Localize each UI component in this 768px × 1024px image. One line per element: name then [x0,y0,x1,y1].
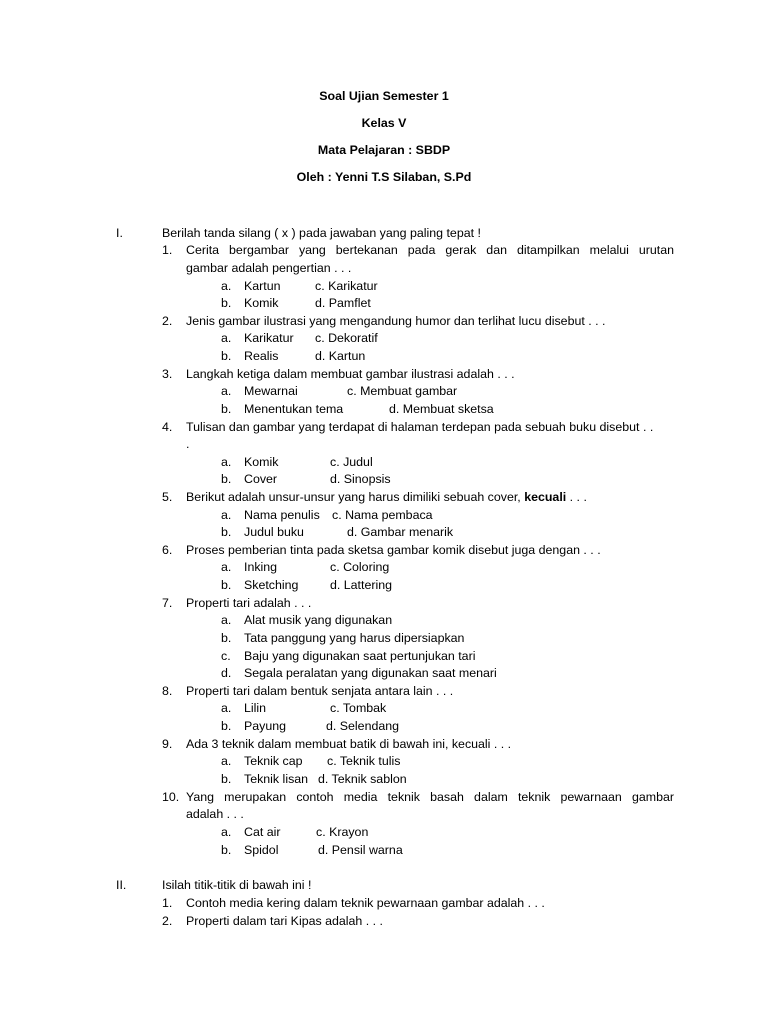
option-text: Kartun [244,279,281,293]
option-letter: b. [221,472,232,486]
question-text: Jenis gambar ilustrasi yang mengandung humor dan terlihat lucu disebut . . . [186,314,606,328]
question-text: Langkah ketiga dalam membuat gambar ilustrasi adalah . . . [186,367,515,381]
question-number: 9. [162,737,173,751]
question-number: 1. [162,896,173,910]
option-text: d. Lattering [330,578,392,592]
option-letter: b. [221,631,232,645]
question-text: Cerita bergambar yang bertekanan pada gerak dan ditampilkan melalui urutan [186,243,674,257]
question-text: Properti dalam tari Kipas adalah . . . [186,914,383,928]
section-1-instruction: Berilah tanda silang ( x ) pada jawaban yang paling tepat ! [162,226,481,240]
option-text: Spidol [244,843,279,857]
option-text: c. Tombak [330,701,387,715]
question-number: 6. [162,543,173,557]
section-2-instruction: Isilah titik-titik di bawah ini ! [162,878,312,892]
subject-label: Mata Pelajaran : SBDP [317,143,451,157]
question-number: 4. [162,420,173,434]
option-text: Menentukan tema [244,402,344,416]
option-text: d. Kartun [315,349,366,363]
option-text: Komik [244,296,279,310]
section-1-numeral: I. [116,226,123,240]
option-letter: a. [221,279,232,293]
option-text: Sketching [244,578,299,592]
option-letter: a. [221,384,232,398]
question-text: Properti tari dalam bentuk senjata antara lain . . . [186,684,454,698]
option-text: Tata panggung yang harus dipersiapkan [244,631,465,645]
option-text: Cover [244,472,278,486]
question-text-cont: . [186,437,190,451]
option-text: c. Teknik tulis [327,754,401,768]
question-text: Ada 3 teknik dalam membuat batik di bawah ini, kecuali . . . [186,737,512,751]
option-letter: d. [221,666,232,680]
question-number: 8. [162,684,173,698]
option-text: Cat air [244,825,281,839]
option-text: Teknik lisan [244,772,309,786]
option-letter: b. [221,296,232,310]
option-text: c. Karikatur [315,279,378,293]
question-text-cont: adalah . . . [186,807,244,821]
question-number: 2. [162,314,173,328]
section-2-numeral: II. [116,878,127,892]
option-letter: c. [221,649,231,663]
option-letter: b. [221,402,232,416]
option-text: Nama penulis [244,508,320,522]
question-text: Contoh media kering dalam teknik pewarnaan gambar adalah . . . [186,896,545,910]
option-letter: a. [221,508,232,522]
class-label: Kelas V [361,116,407,130]
option-text: Komik [244,455,279,469]
option-text: Mewarnai [244,384,298,398]
option-letter: a. [221,613,232,627]
option-letter: b. [221,843,232,857]
question-text-tail: . . . [569,490,587,504]
question-text-cont: gambar adalah pengertian . . . [186,261,352,275]
option-text: c. Coloring [330,560,390,574]
option-letter: b. [221,772,232,786]
option-text: Lilin [244,701,267,715]
option-text: Alat musik yang digunakan [244,613,393,627]
option-letter: b. [221,578,232,592]
option-text: d. Teknik sablon [318,772,407,786]
question-text [186,489,587,505]
option-text: Inking [244,560,278,574]
option-text: c. Dekoratif [315,331,378,345]
option-text: c. Membuat gambar [347,384,458,398]
question-text: Yang merupakan contoh media teknik basah dalam teknik pewarnaan gambar [186,790,674,804]
option-text: c. Judul [330,455,373,469]
option-text: c. Krayon [316,825,369,839]
question-number: 7. [162,596,173,610]
option-text: d. Gambar menarik [347,525,454,539]
option-letter: b. [221,349,232,363]
option-letter: b. [221,719,232,733]
option-letter: a. [221,331,232,345]
question-number: 1. [162,243,173,257]
option-text: d. Sinopsis [330,472,391,486]
option-text: d. Pamflet [315,296,371,310]
option-text: Baju yang digunakan saat pertunjukan tari [244,649,476,663]
author-label: Oleh : Yenni T.S Silaban, S.Pd [296,170,472,184]
option-letter: a. [221,560,232,574]
option-text: Segala peralatan yang digunakan saat menari [244,666,497,680]
option-text: Judul buku [244,525,304,539]
option-letter: a. [221,455,232,469]
question-text: Proses pemberian tinta pada sketsa gambar komik disebut juga dengan . . . [186,543,601,557]
option-text: d. Selendang [326,719,400,733]
question-number: 5. [162,490,173,504]
option-letter: a. [221,754,232,768]
option-text: d. Membuat sketsa [389,402,494,416]
option-text: Karikatur [244,331,294,345]
option-letter: a. [221,701,232,715]
option-letter: a. [221,825,232,839]
question-number: 10. [162,790,180,804]
exam-title: Soal Ujian Semester 1 [319,89,449,103]
option-text: Teknik cap [244,754,303,768]
question-text: Tulisan dan gambar yang terdapat di halaman terdepan pada sebuah buku disebut . . [186,420,654,434]
question-number: 2. [162,914,173,928]
question-text-main: Berikut adalah unsur-unsur yang harus dimiliki sebuah cover, [186,490,521,504]
option-text: c. Nama pembaca [332,508,433,522]
option-text: Realis [244,349,279,363]
option-text: Payung [244,719,287,733]
option-letter: b. [221,525,232,539]
question-number: 3. [162,367,173,381]
question-emphasis: kecuali [524,490,567,504]
question-text: Properti tari adalah . . . [186,596,312,610]
option-text: d. Pensil warna [318,843,403,857]
